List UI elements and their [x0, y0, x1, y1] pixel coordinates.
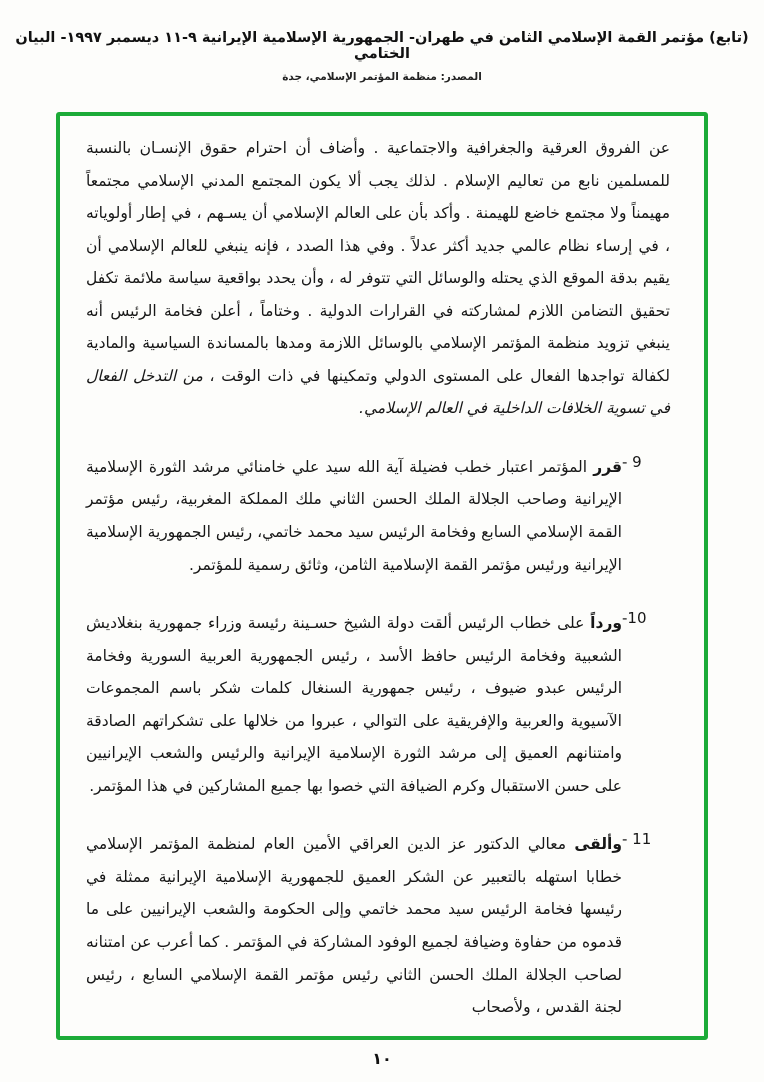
item-text: معالي الدكتور عز الدين العراقي الأمين العام لمنظمة المؤتمر الإسلامي خطابا استهله بالتعبير عن الشكر العميق للجمهورية الإسلامية الإيرانية ممثلة في رئيسها فخامة الرئيس سيد محمد خاتمي وإلى الحكومة والشعب الإيرانيين على ما قدموه من حفاوة وضيافة لجميع الوفود المشاركة في المؤتمر . كما أعرب عن امتنانه لصاحب الجلالة الملك الحسن الثاني رئيس مؤتمر القمة الإسلامي السابع ، رئيس لجنة القدس ، ولأصحاب [86, 835, 622, 1017]
numbered-item-11 [86, 828, 674, 1023]
intro-emphasis: من التدخل الفعال في تسوية الخلافات الداخلية في العالم الإسلامي. [86, 366, 670, 418]
item-text-block [86, 607, 622, 802]
document-source: المصدر: منظمة المؤتمر الإسلامي، جدة [282, 71, 482, 83]
intro-paragraph [86, 132, 670, 425]
item-lead-word: ورداً [590, 614, 622, 633]
document-header [0, 0, 764, 83]
green-border-frame [56, 112, 708, 1040]
document-title: (تابع) مؤتمر القمة الإسلامي الثامن في طهران- الجمهورية الإسلامية الإيرانية ٩-١١ ديسمبر ١٩٩٧- البيان الختامي [15, 30, 749, 62]
item-number: - 9 [622, 452, 642, 471]
item-lead-word: وألقى [574, 835, 622, 854]
item-text: المؤتمر اعتبار خطب فضيلة آية الله سيد علي خامنائي مرشد الثورة الإسلامية الإيرانية وصاحب الجلالة الملك الحسن الثاني ملك المملكة المغربية، رئيس مؤتمر القمة الإسلامي السابع وفخامة الرئيس سيد محمد خاتمي، رئيس الجمهورية الإسلامية الإيرانية ورئيس مؤتمر القمة الإسلامية الثامن، وثائق رسمية للمؤتمر. [86, 457, 622, 574]
numbered-item-9 [86, 451, 674, 581]
item-text-block [86, 828, 622, 1023]
intro-text: عن الفروق العرقية والجغرافية والاجتماعية . وأضاف أن احترام حقوق الإنسـان بالنسبة للمسلمين نابع من تعاليم الإسلام . لذلك يجب ألا يكون المجتمع المدني الإسلامي مجتمعاً مهيمناً ولا مجتمع خاضع للهيمنة . وأكد بأن على العالم الإسلامي أن يسـهم ، في إطار أولوياته ، في إرساء نظام عالمي جديد أكثر عدلاً . وفي هذا الصدد ، فإنه ينبغي للعالم الإسلامي أن يقيم بدقة الموقع الذي يحتله والوسائل التي تتوفر له ، وأن يحدد بواقعية سياسة ملائمة تكفل تحقيق التضامن اللازم لمشاركته في القرارات الدولية . وختاماً ، أعلن فخامة الرئيس أنه ينبغي تزويد منظمة المؤتمر الإسلامي بالوسائل اللازمة ومدها بالمساندة السياسية والمادية لكفالة تواجدها الفعال على المستوى الدولي وتمكينها في ذات الوقت ، [86, 139, 670, 385]
numbered-item-10 [86, 607, 674, 802]
page-number: ١٠ [372, 1049, 392, 1068]
item-lead-word: قرر [593, 457, 622, 476]
item-number: - 11 [622, 830, 652, 849]
page-footer [0, 1049, 764, 1068]
item-text: على خطاب الرئيس ألقت دولة الشيخ حسـينة رئيسة وزراء جمهورية بنغلاديش الشعبية وفخامة الرئيس حافظ الأسد ، رئيس الجمهورية العربية السورية وفخامة الرئيس عبدو ضيوف ، رئيس جمهورية السنغال كلمات شكر باسم المجموعات الآسيوية والعربية والإفريقية على التوالي ، عبروا من خلالها على تشكراتهم الصادقة وامتنانهم العميق إلى مرشد الثورة الإسلامية الإيرانية والرئيس والشعب الإيرانيين على حسن الاستقبال وكرم الضيافة التي خصوا بها جميع المشاركين في هذا المؤتمر. [86, 614, 622, 795]
item-text-block [86, 451, 622, 581]
item-number: -10 [622, 609, 647, 628]
